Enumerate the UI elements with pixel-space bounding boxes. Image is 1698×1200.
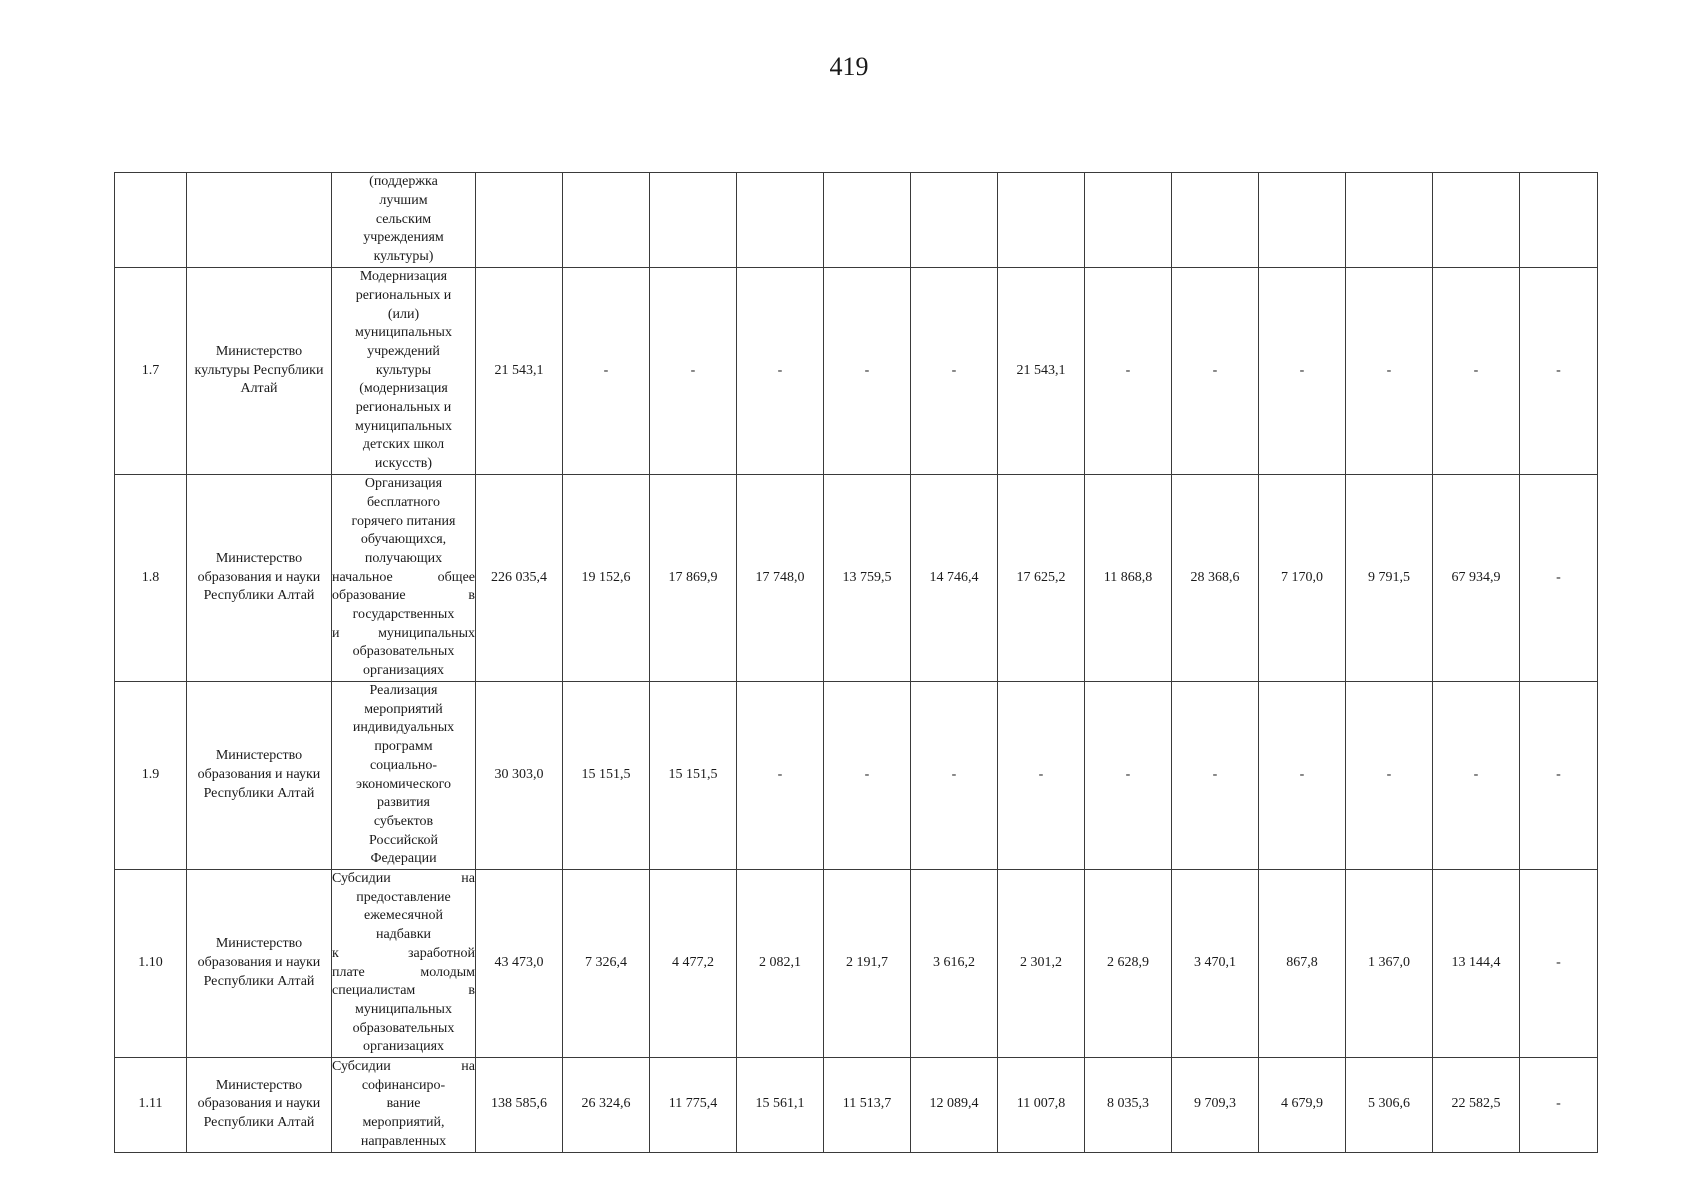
organization-cell: Министерство образования и науки Республики Алтай: [187, 870, 332, 1058]
description-cell: [332, 682, 476, 870]
amount-cell: [824, 173, 911, 268]
amount-cell: -: [1433, 268, 1520, 475]
description-cell: [332, 268, 476, 475]
description-line: софинансиро-: [361, 1077, 446, 1093]
amount-cell: -: [1433, 682, 1520, 870]
amount-cell: -: [911, 268, 998, 475]
description-line: сельским: [375, 211, 432, 227]
amount-cell: 13 759,5: [824, 475, 911, 682]
amount-cell: -: [1346, 268, 1433, 475]
description-line: мероприятий: [364, 701, 443, 717]
amount-cell: 43 473,0: [476, 870, 563, 1058]
description-line: ежемесячной: [363, 908, 444, 924]
description-line: Модернизация: [359, 269, 448, 285]
amount-cell: [1259, 173, 1346, 268]
amount-cell: 30 303,0: [476, 682, 563, 870]
description-line: Федерации: [370, 851, 437, 867]
description-line: вание: [386, 1096, 421, 1112]
amount-cell: [476, 173, 563, 268]
description-line: плате молодым: [332, 964, 475, 980]
amount-cell: 1 367,0: [1346, 870, 1433, 1058]
amount-cell: 21 543,1: [476, 268, 563, 475]
amount-cell: -: [1085, 268, 1172, 475]
amount-cell: -: [1259, 268, 1346, 475]
table-row: [115, 173, 1598, 268]
amount-cell: 67 934,9: [1433, 475, 1520, 682]
amount-cell: 7 170,0: [1259, 475, 1346, 682]
description-line: Субсидии на: [332, 1059, 475, 1075]
description-line: индивидуальных: [352, 720, 455, 736]
description-line: (или): [387, 306, 420, 322]
amount-cell: 2 301,2: [998, 870, 1085, 1058]
description-line: образовательных: [352, 1020, 455, 1036]
description-line: (поддержка: [369, 174, 438, 190]
amount-cell: -: [1346, 682, 1433, 870]
amount-cell: -: [998, 682, 1085, 870]
table-row: [115, 1058, 1598, 1153]
description-line: региональных и: [355, 400, 452, 416]
organization-cell: Министерство образования и науки Республики Алтай: [187, 682, 332, 870]
organization-cell: [187, 173, 332, 268]
amount-cell: 15 151,5: [650, 682, 737, 870]
description-line: надбавки: [375, 927, 432, 943]
amount-cell: 3 470,1: [1172, 870, 1259, 1058]
description-cell: [332, 475, 476, 682]
description-line: Российской: [369, 832, 438, 848]
row-number-cell: 1.11: [115, 1058, 187, 1153]
amount-cell: -: [1172, 268, 1259, 475]
amount-cell: 2 191,7: [824, 870, 911, 1058]
amount-cell: -: [1172, 682, 1259, 870]
description-line: организациях: [362, 1039, 445, 1055]
row-number-cell: [115, 173, 187, 268]
amount-cell: 22 582,5: [1433, 1058, 1520, 1153]
row-number-cell: 1.8: [115, 475, 187, 682]
amount-cell: [737, 173, 824, 268]
description-line: специалистам в: [332, 983, 475, 999]
amount-cell: 28 368,6: [1172, 475, 1259, 682]
amount-cell: [1520, 173, 1598, 268]
description-line: муниципальных: [355, 1001, 452, 1017]
description-line: бесплатного: [366, 494, 441, 510]
description-line: культуры: [375, 362, 432, 378]
amount-cell: 13 144,4: [1433, 870, 1520, 1058]
description-line: искусств): [374, 456, 433, 472]
description-line: предоставление: [356, 889, 451, 905]
amount-cell: 11 868,8: [1085, 475, 1172, 682]
description-line: лучшим: [379, 192, 428, 208]
table-body: [115, 173, 1598, 1153]
amount-cell: [563, 173, 650, 268]
description-line: муниципальных: [355, 418, 452, 434]
amount-cell: [1433, 173, 1520, 268]
amount-cell: 17 869,9: [650, 475, 737, 682]
description-line: организациях: [362, 663, 445, 679]
row-number-cell: 1.9: [115, 682, 187, 870]
description-line: социально-: [369, 757, 438, 773]
amount-cell: -: [824, 682, 911, 870]
description-line: образовательных: [352, 644, 455, 660]
description-line: и муниципальных: [332, 625, 475, 641]
amount-cell: -: [650, 268, 737, 475]
amount-cell: -: [824, 268, 911, 475]
organization-cell: Министерство образования и науки Республики Алтай: [187, 1058, 332, 1153]
description-line: развития: [377, 795, 430, 811]
amount-cell: 8 035,3: [1085, 1058, 1172, 1153]
amount-cell: 3 616,2: [911, 870, 998, 1058]
description-line: региональных и: [355, 287, 452, 303]
table-row: [115, 682, 1598, 870]
description-line: Организация: [364, 476, 443, 492]
amount-cell: [998, 173, 1085, 268]
description-line: (модернизация: [359, 381, 448, 397]
amount-cell: 4 679,9: [1259, 1058, 1346, 1153]
row-number-cell: 1.10: [115, 870, 187, 1058]
description-line: учреждениям: [363, 230, 444, 246]
amount-cell: -: [1520, 475, 1598, 682]
description-line: детских школ: [362, 437, 445, 453]
amount-cell: -: [1259, 682, 1346, 870]
amount-cell: 867,8: [1259, 870, 1346, 1058]
description-line: субъектов: [373, 813, 434, 829]
description-cell: [332, 870, 476, 1058]
amount-cell: 21 543,1: [998, 268, 1085, 475]
description-line: к заработной: [332, 945, 475, 961]
amount-cell: 11 775,4: [650, 1058, 737, 1153]
amount-cell: -: [1520, 1058, 1598, 1153]
description-line: программ: [374, 739, 433, 755]
description-line: направленных: [360, 1133, 447, 1149]
amount-cell: 7 326,4: [563, 870, 650, 1058]
description-line: экономического: [356, 776, 451, 792]
amount-cell: 9 709,3: [1172, 1058, 1259, 1153]
description-line: получающих: [364, 550, 443, 566]
amount-cell: 19 152,6: [563, 475, 650, 682]
amount-cell: 12 089,4: [911, 1058, 998, 1153]
amount-cell: -: [1520, 268, 1598, 475]
amount-cell: [911, 173, 998, 268]
table-row: [115, 870, 1598, 1058]
row-number-cell: 1.7: [115, 268, 187, 475]
amount-cell: 226 035,4: [476, 475, 563, 682]
amount-cell: 15 561,1: [737, 1058, 824, 1153]
description-line: государственных: [352, 607, 455, 623]
amount-cell: 11 007,8: [998, 1058, 1085, 1153]
amount-cell: 5 306,6: [1346, 1058, 1433, 1153]
organization-cell: Министерство образования и науки Республики Алтай: [187, 475, 332, 682]
amount-cell: 4 477,2: [650, 870, 737, 1058]
amount-cell: [1085, 173, 1172, 268]
organization-cell: Министерство культуры Республики Алтай: [187, 268, 332, 475]
amount-cell: 2 628,9: [1085, 870, 1172, 1058]
amount-cell: 11 513,7: [824, 1058, 911, 1153]
description-line: горячего питания: [351, 513, 456, 529]
amount-cell: [1346, 173, 1433, 268]
amount-cell: 2 082,1: [737, 870, 824, 1058]
amount-cell: -: [737, 682, 824, 870]
amount-cell: -: [737, 268, 824, 475]
description-line: образование в: [332, 588, 475, 604]
page-number: 419: [829, 52, 869, 81]
amount-cell: [1172, 173, 1259, 268]
amount-cell: [650, 173, 737, 268]
amount-cell: 138 585,6: [476, 1058, 563, 1153]
budget-table: [114, 172, 1598, 1153]
amount-cell: -: [911, 682, 998, 870]
amount-cell: 17 625,2: [998, 475, 1085, 682]
description-cell: [332, 173, 476, 268]
description-line: начальное общее: [332, 569, 475, 585]
amount-cell: -: [1520, 682, 1598, 870]
description-cell: [332, 1058, 476, 1153]
description-line: муниципальных: [355, 325, 452, 341]
table-row: [115, 268, 1598, 475]
amount-cell: 9 791,5: [1346, 475, 1433, 682]
amount-cell: -: [563, 268, 650, 475]
description-line: мероприятий,: [362, 1115, 445, 1131]
table-row: [115, 475, 1598, 682]
amount-cell: 17 748,0: [737, 475, 824, 682]
description-line: обучающихся,: [360, 532, 447, 548]
amount-cell: 14 746,4: [911, 475, 998, 682]
amount-cell: -: [1085, 682, 1172, 870]
description-line: Субсидии на: [332, 871, 475, 887]
amount-cell: -: [1520, 870, 1598, 1058]
description-line: учреждений: [367, 343, 440, 359]
amount-cell: 26 324,6: [563, 1058, 650, 1153]
amount-cell: 15 151,5: [563, 682, 650, 870]
description-line: культуры): [373, 249, 434, 265]
description-line: Реализация: [369, 683, 438, 698]
